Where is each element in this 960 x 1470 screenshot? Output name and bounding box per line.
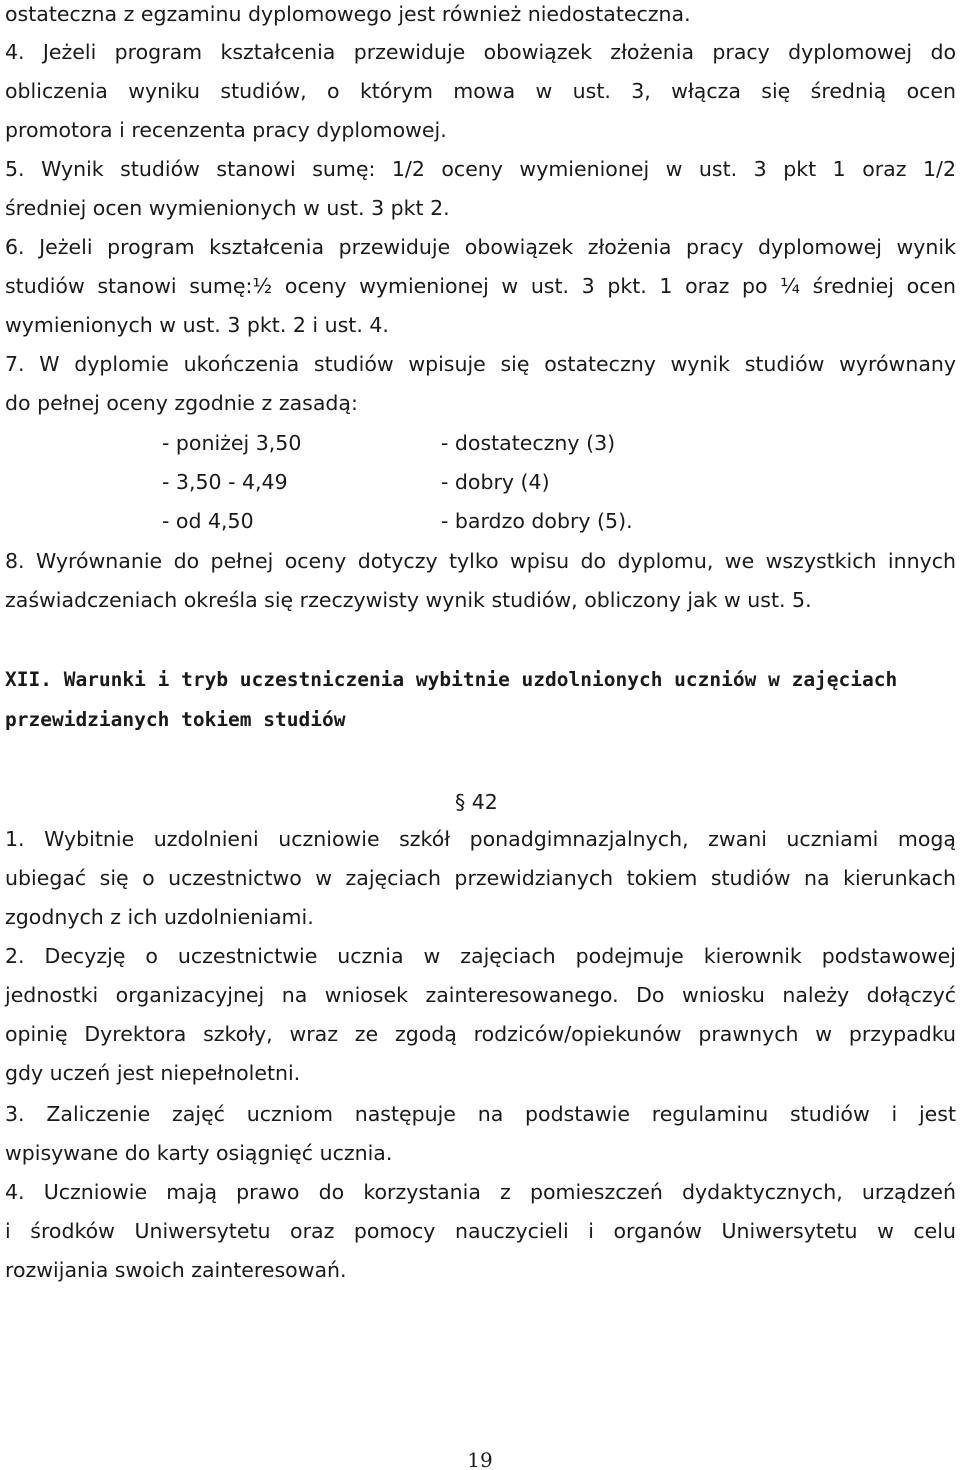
text-line: obliczenia wyniku studiów, o którym mowa w ust. 3, włącza się średnią ocen: [5, 79, 956, 103]
text-line: 4. Uczniowie mają prawo do korzystania z pomieszczeń dydaktycznych, urządzeń: [5, 1180, 956, 1204]
text-line: jednostki organizacyjnej na wniosek zainteresowanego. Do wniosku należy dołączyć: [5, 983, 956, 1007]
text-line: 6. Jeżeli program kształcenia przewiduje obowiązek złożenia pracy dyplomowej wynik: [5, 235, 956, 259]
grade-value: - dostateczny (3): [441, 431, 616, 455]
text-line: 8. Wyrównanie do pełnej oceny dotyczy tylko wpisu do dyplomu, we wszystkich innych: [5, 549, 956, 573]
paragraph-number: § 42: [455, 790, 498, 814]
grade-range: - od 4,50: [162, 509, 254, 533]
text-line: ostateczna z egzaminu dyplomowego jest również niedostateczna.: [5, 2, 691, 26]
text-line: zgodnych z ich uzdolnieniami.: [5, 905, 314, 929]
text-line: studiów stanowi sumę:½ oceny wymienionej w ust. 3 pkt. 1 oraz po ¼ średniej ocen: [5, 274, 956, 298]
section-heading-line: XII. Warunki i tryb uczestniczenia wybitnie uzdolnionych uczniów w zajęciach: [5, 668, 898, 691]
text-line: 2. Decyzję o uczestnictwie ucznia w zajęciach podejmuje kierownik podstawowej: [5, 944, 956, 968]
text-line: wpisywane do karty osiągnięć ucznia.: [5, 1141, 393, 1165]
text-line: do pełnej oceny zgodnie z zasadą:: [5, 391, 358, 415]
text-line: 7. W dyplomie ukończenia studiów wpisuje się ostateczny wynik studiów wyrównany: [5, 352, 956, 376]
text-line: średniej ocen wymienionych w ust. 3 pkt 2.: [5, 196, 450, 220]
page-number: 19: [467, 1448, 493, 1470]
text-line: ubiegać się o uczestnictwo w zajęciach przewidzianych tokiem studiów na kierunkach: [5, 866, 956, 890]
grade-range: - poniżej 3,50: [162, 431, 302, 455]
text-line: opinię Dyrektora szkoły, wraz ze zgodą rodziców/opiekunów prawnych w przypadku: [5, 1022, 956, 1046]
text-line: 3. Zaliczenie zajęć uczniom następuje na podstawie regulaminu studiów i jest: [5, 1102, 956, 1126]
text-line: zaświadczeniach określa się rzeczywisty wynik studiów, obliczony jak w ust. 5.: [5, 588, 812, 612]
grade-value: - dobry (4): [441, 470, 550, 494]
text-line: gdy uczeń jest niepełnoletni.: [5, 1061, 301, 1085]
text-line: rozwijania swoich zainteresowań.: [5, 1258, 347, 1282]
text-line: 1. Wybitnie uzdolnieni uczniowie szkół ponadgimnazjalnych, zwani uczniami mogą: [5, 827, 956, 851]
text-line: wymienionych w ust. 3 pkt. 2 i ust. 4.: [5, 313, 389, 337]
text-line: i środków Uniwersytetu oraz pomocy nauczycieli i organów Uniwersytetu w celu: [5, 1219, 956, 1243]
grade-range: - 3,50 - 4,49: [162, 470, 288, 494]
text-line: 5. Wynik studiów stanowi sumę: 1/2 oceny wymienionej w ust. 3 pkt 1 oraz 1/2: [5, 157, 956, 181]
text-line: promotora i recenzenta pracy dyplomowej.: [5, 118, 447, 142]
section-heading-line: przewidzianych tokiem studiów: [5, 708, 346, 731]
text-line: 4. Jeżeli program kształcenia przewiduje obowiązek złożenia pracy dyplomowej do: [5, 40, 956, 64]
grade-value: - bardzo dobry (5).: [441, 509, 633, 533]
